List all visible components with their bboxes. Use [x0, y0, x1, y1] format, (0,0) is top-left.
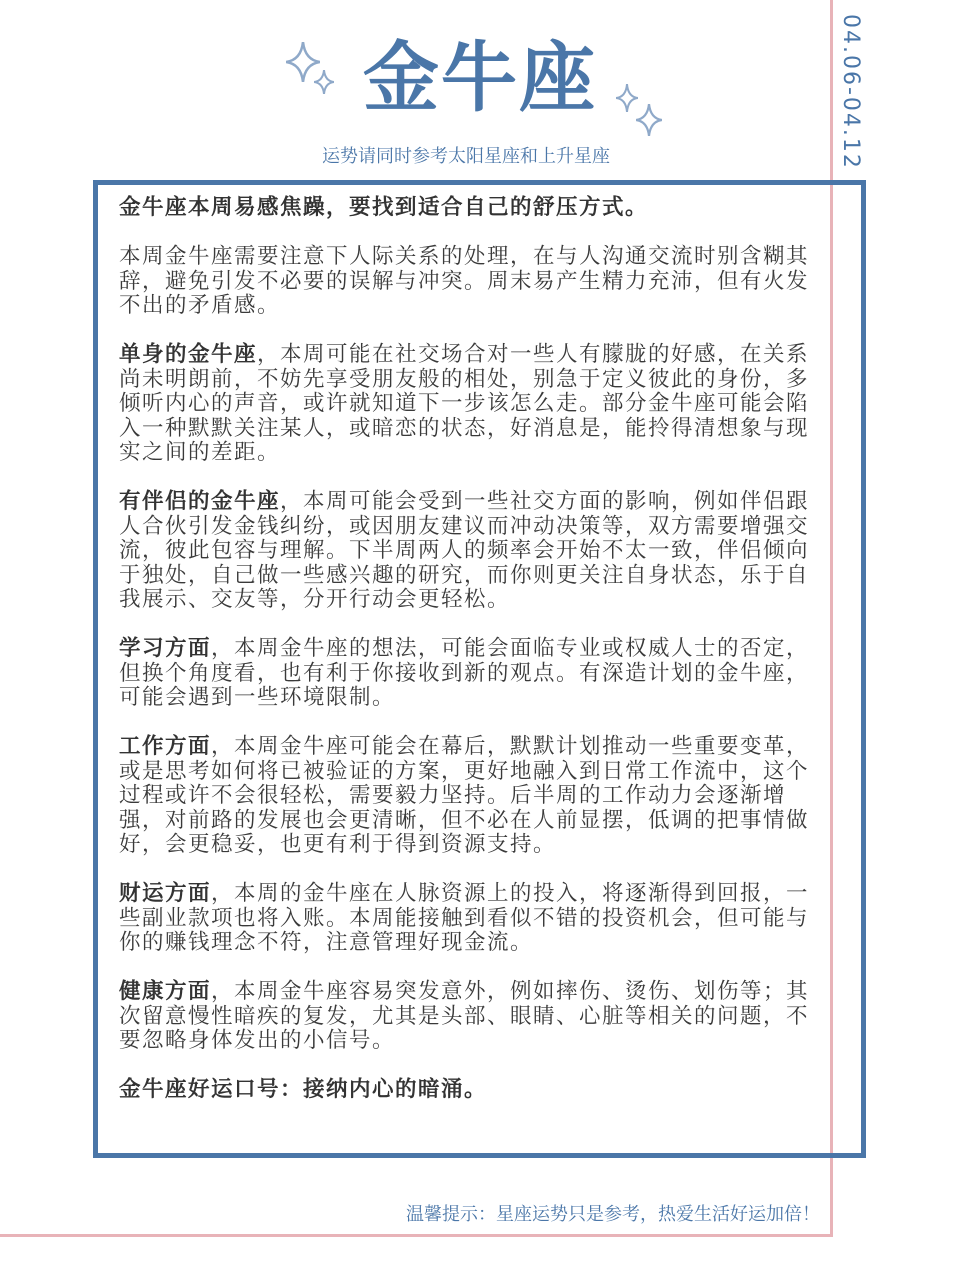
section-label: 财运方面 — [119, 881, 212, 906]
section-study — [119, 637, 819, 711]
section-text: ，本周金牛座容易突发意外，例如摔伤、烫伤、划伤等；其次留意慢性暗疾的复发，尤其是头部、眼睛、心脏等相关的问题，不要忽略身体发出的小信号。 — [119, 979, 810, 1053]
horoscope-content — [119, 196, 819, 1127]
page-title: 金牛座 — [363, 33, 597, 122]
section-label: 健康方面 — [119, 979, 212, 1004]
section-label: 单身的金牛座 — [119, 342, 258, 367]
section-text: ，本周金牛座可能会在幕后，默默计划推动一些重要变革，或是思考如何将已被验证的方案，更好地融入到日常工作流中，这个过程或许不会很轻松，需要毅力坚持。后半周的工作动力会逐渐增强，对前路的发展也会更清晰，但不必在人前显摆，低调的把事情做好，会更稳妥，也更有利于得到资源支持。 — [119, 734, 810, 857]
section-single — [119, 343, 819, 466]
footer-tip: 温馨提示：星座运势只是参考，热爱生活好运加倍！ — [406, 1204, 820, 1225]
section-label: 有伴侣的金牛座 — [119, 489, 281, 514]
headline: 金牛座本周易感焦躁，要找到适合自己的舒压方式。 — [119, 195, 649, 220]
intro-paragraph: 本周金牛座需要注意下人际关系的处理，在与人沟通交流时别含糊其辞，避免引发不必要的误解与冲突。周末易产生精力充沛，但有火发不出的矛盾感。 — [119, 244, 810, 318]
section-label: 学习方面 — [119, 636, 212, 661]
section-health — [119, 980, 819, 1054]
section-text: ，本周金牛座的想法，可能会面临专业或权威人士的否定，但换个角度看，也有利于你接收到新的观点。有深造计划的金牛座，可能会遇到一些环境限制。 — [119, 636, 810, 710]
section-wealth — [119, 882, 819, 956]
section-label: 工作方面 — [119, 734, 212, 759]
section-text: ，本周可能会受到一些社交方面的影响，例如伴侣跟人合伙引发金钱纠纷，或因朋友建议而冲动决策等，双方需要增强交流，彼此包容与理解。下半周两人的频率会开始不太一致，伴侣倾向于独处，自己做一些感兴趣的研究，而你则更关注自身状态，乐于自我展示、交友等，分开行动会更轻松。 — [119, 489, 810, 612]
section-partnered — [119, 490, 819, 613]
section-text: ，本周可能在社交场合对一些人有朦胧的好感，在关系尚未明朗前，不妨先享受朋友般的相处，别急于定义彼此的身份，多倾听内心的声音，或许就知道下一步该怎么走。部分金牛座可能会陷入一种默默关注某人，或暗恋的状态，好消息是，能拎得清想象与现实之间的差距。 — [119, 342, 810, 465]
date-range: 04.06-04.12 — [838, 14, 863, 170]
page-subtitle: 运势请同时参考太阳星座和上升星座 — [322, 146, 610, 167]
section-text: ，本周的金牛座在人脉资源上的投入，将逐渐得到回报，一些副业款项也将入账。本周能接触到看似不错的投资机会，但可能与你的赚钱理念不符，注意管理好现金流。 — [119, 881, 810, 955]
frame-line-horizontal — [0, 1234, 833, 1237]
section-work — [119, 735, 819, 858]
lucky-slogan: 金牛座好运口号：接纳内心的暗涌。 — [119, 1077, 488, 1102]
